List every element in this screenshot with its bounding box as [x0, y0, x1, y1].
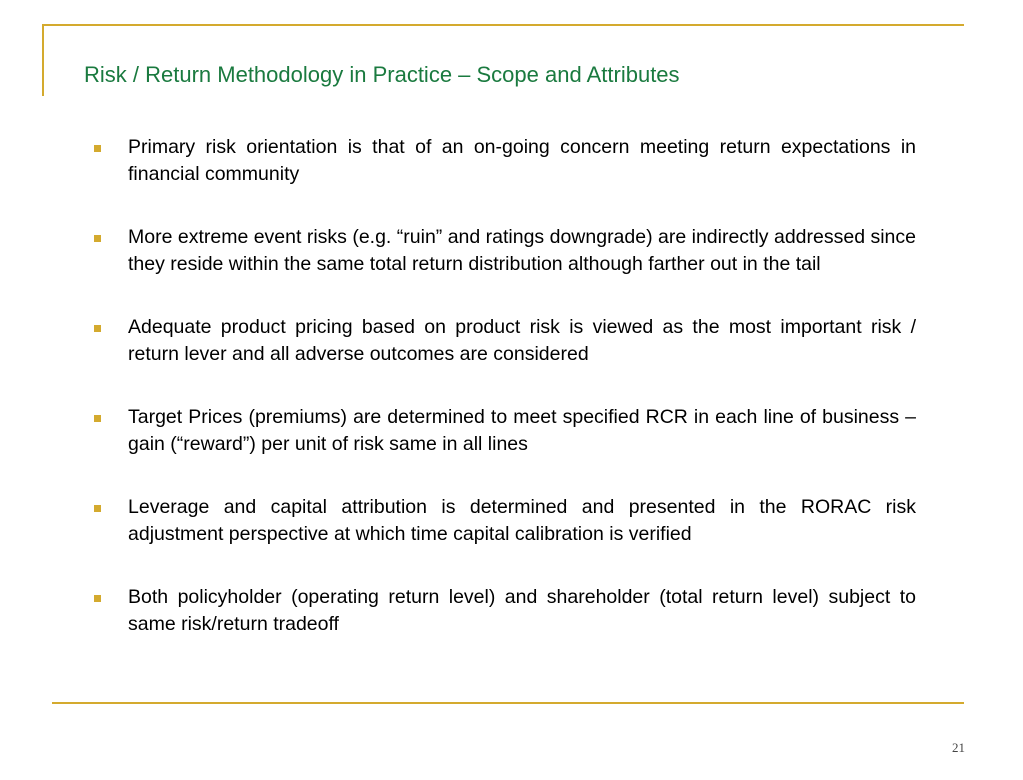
square-bullet-icon: [94, 595, 101, 602]
bullet-item-2: [94, 224, 916, 278]
bullet-item-4: [94, 404, 916, 458]
bullet-list: [94, 134, 916, 638]
square-bullet-icon: [94, 325, 101, 332]
bullet-item-5: [94, 494, 916, 548]
bullet-text: More extreme event risks (e.g. “ruin” and ratings downgrade) are indirectly addressed since they reside within the same total return distribution although farther out in the tail: [128, 226, 916, 275]
bullet-item-1: [94, 134, 916, 188]
bullet-text: Leverage and capital attribution is determined and presented in the RORAC risk adjustment perspective at which time capital calibration is verified: [128, 496, 916, 545]
slide-title: Risk / Return Methodology in Practice – Scope and Attributes: [84, 62, 680, 87]
square-bullet-icon: [94, 415, 101, 422]
square-bullet-icon: [94, 235, 101, 242]
square-bullet-icon: [94, 505, 101, 512]
frame-left-line: [42, 24, 44, 96]
frame-top-line: [42, 24, 964, 26]
bullet-item-6: [94, 584, 916, 638]
bullet-text: Target Prices (premiums) are determined to meet specified RCR in each line of business – gain (“reward”) per unit of risk same in all lines: [128, 406, 916, 455]
bullet-text: Both policyholder (operating return level) and shareholder (total return level) subject to same risk/return tradeoff: [128, 586, 916, 635]
square-bullet-icon: [94, 145, 101, 152]
bullet-item-3: [94, 314, 916, 368]
bullet-text: Adequate product pricing based on product risk is viewed as the most important risk / return lever and all adverse outcomes are considered: [128, 316, 916, 365]
bullet-text: Primary risk orientation is that of an on-going concern meeting return expectations in financial community: [128, 136, 916, 185]
page-number: 21: [952, 740, 965, 755]
frame-bottom-line: [52, 702, 964, 704]
